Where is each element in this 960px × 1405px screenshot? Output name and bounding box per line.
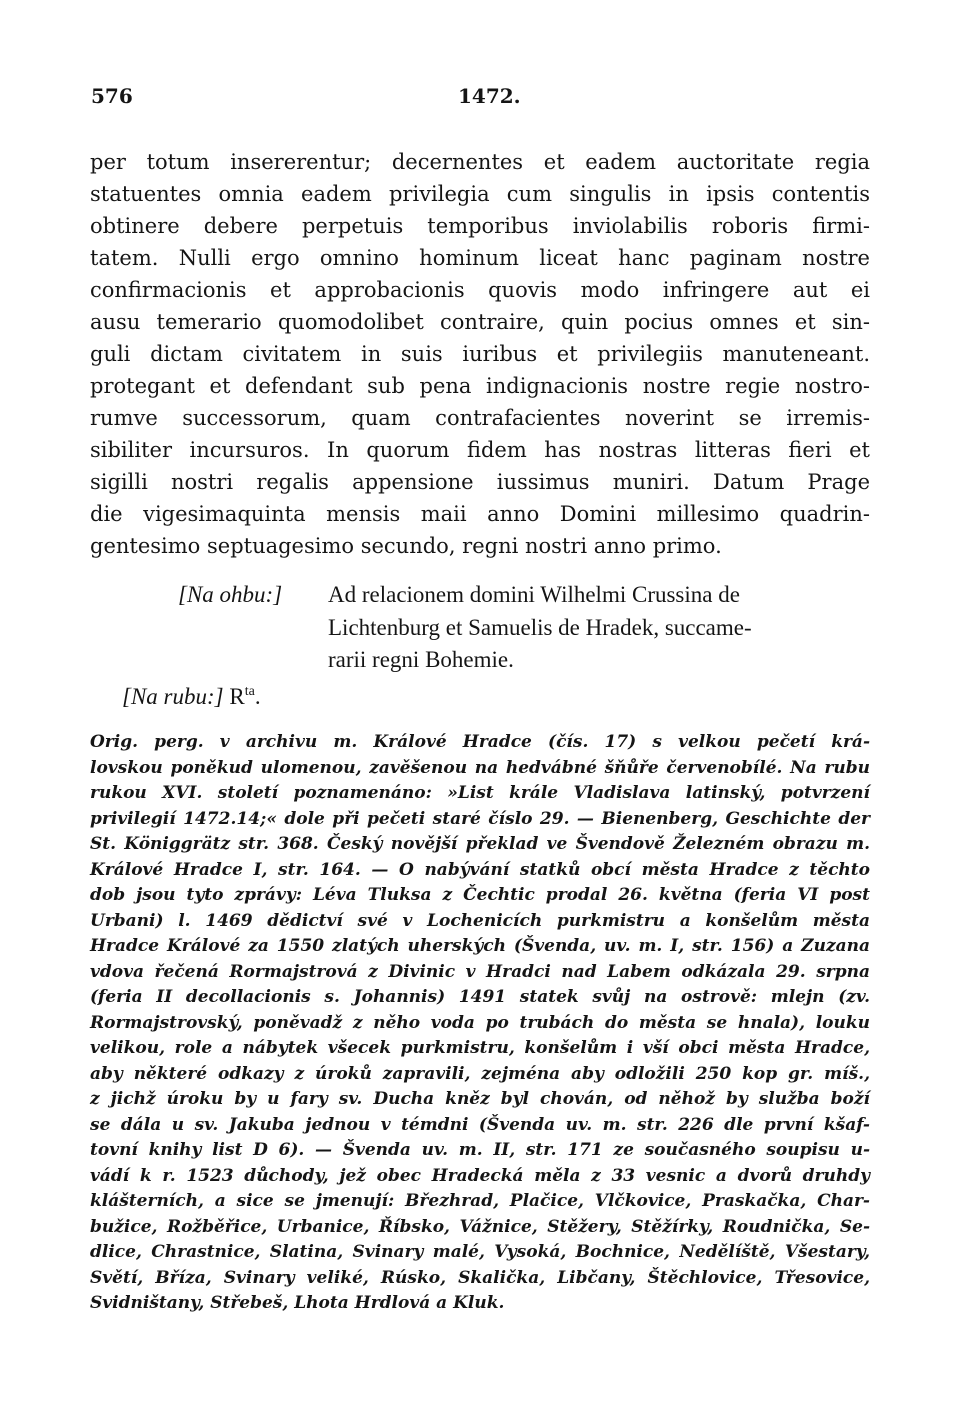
running-head-year: 1472.: [458, 84, 521, 108]
note-line: Králové Hradce I, str. 164. — O nabývání statků obcí města Hradce z těchto: [90, 859, 870, 880]
rubu-superscript: ta: [244, 684, 255, 699]
page-number: 576: [91, 84, 133, 108]
note-line: Rormajstrovský, poněvadž z něho voda po trubách do města se hnala), louku: [90, 1012, 870, 1033]
note-line: dlice, Chrastnice, Slatina, Svinary malé, Vysoká, Bochnice, Nedělíště, Všestary,: [90, 1242, 870, 1262]
note-line: bužice, Rožběřice, Urbanice, Říbsko, Vážnice, Stěžery, Stěžírky, Roudnička, Se-: [90, 1216, 870, 1237]
text-line: rumve successorum, quam contrafacientes noverint se irremis-: [90, 406, 870, 430]
note-line: z jichž úroku by u fary sv. Ducha kněz byl chován, od něhož by služba boží: [90, 1089, 870, 1109]
note-line: Urbani) l. 1469 dědictví své v Lochenicích purkmistru a konšelům města: [90, 910, 870, 931]
note-line: klášterních, a sice se jmenují: Březhrad, Plačice, Vlčkovice, Praskačka, Char-: [90, 1191, 870, 1211]
note-line: velikou, role a nábytek všecek purkmistru, konšelům i vší obci města Hradce,: [90, 1038, 870, 1058]
note-line: dob jsou tyto zprávy: Léva Tluksa z Čechtic prodal 26. května (feria VI post: [90, 885, 870, 905]
rubu-period: .: [254, 684, 261, 709]
rubu-line: [122, 676, 261, 713]
note-line: lovskou poněkud ulomenou, zavěšenou na hedvábné šňůře červenobílé. Na rubu: [90, 757, 870, 778]
note-line: St. Königgrätz str. 368. Český novější překlad ve Švendově Železném obrazu m.: [90, 834, 870, 854]
note-line: Svidništany, Střebeš, Lhota Hrdlová a Kluk.: [90, 1293, 505, 1313]
ohbu-line: rarii regni Bohemie.: [328, 647, 514, 672]
note-line: (feria II decollacionis s. Johannis) 1491 statek svůj na ostrově: mlejn (zv.: [90, 987, 870, 1007]
note-line: privilegií 1472.14;« dole při pečeti staré číslo 29. — Bienenberg, Geschichte der: [90, 808, 870, 829]
rubu-label: [Na rubu:]: [122, 684, 224, 709]
text-line: ausu temerario quomodolibet contraire, quin pocius omnes et sin-: [90, 310, 870, 334]
note-line: Hradce Králové za 1550 zlatých uherských (Švenda, uv. m. I, str. 156) a Zuzana: [90, 936, 870, 956]
text-line: statuentes omnia eadem privilegia cum singulis in ipsis contentis: [90, 182, 870, 206]
text-line: protegant et defendant sub pena indignacionis nostre regie nostro-: [90, 374, 870, 398]
note-line: Orig. perg. v archivu m. Králové Hradce (čís. 17) s velkou pečetí krá-: [90, 732, 870, 752]
ohbu-label: [Na ohbu:]: [178, 582, 283, 607]
text-line: obtinere debere perpetuis temporibus inviolabilis roboris firmi-: [90, 214, 870, 238]
text-line: die vigesimaquinta mensis maii anno Domini millesimo quadrin-: [90, 502, 870, 526]
note-line: se dála u sv. Jakuba jednou v témdni (Švenda uv. m. str. 226 dle první kšaf-: [90, 1114, 870, 1135]
note-line: tovní knihy list D 6). — Švenda uv. m. II, str. 171 ze současného soupisu u-: [90, 1140, 870, 1160]
note-line: Světí, Bříza, Svinary veliké, Rúsko, Skalička, Libčany, Štěchlovice, Třesovice,: [90, 1267, 870, 1288]
text-line: tatem. Nulli ergo omnino hominum liceat hanc paginam nostre: [90, 246, 870, 270]
note-line: vdova řečená Rormajstrová z Divinic v Hradci nad Labem odkázala 29. srpna: [90, 961, 870, 982]
text-line: guli dictam civitatem in suis iuribus et privilegiis manuteneant.: [90, 342, 870, 366]
note-line: aby některé odkazy z úroků zapravili, zejména aby odložili 250 kop gr. míš.,: [90, 1063, 870, 1084]
text-line: per totum insererentur; decernentes et eadem auctoritate regia: [90, 150, 870, 174]
text-line: sibiliter incursuros. In quorum fidem has nostras litteras fieri et: [90, 438, 870, 462]
text-line: confirmacionis et approbacionis quovis modo infringere aut ei: [90, 278, 870, 302]
note-line: rukou XVI. století poznamenáno: »List krále Vladislava latinský, potvrzení: [90, 783, 870, 803]
text-line: gentesimo septuagesimo secundo, regni nostri anno primo.: [90, 534, 722, 558]
rubu-mark: R: [229, 684, 245, 709]
text-line: sigilli nostri regalis appensione iussimus muniri. Datum Prage: [90, 470, 870, 494]
ohbu-line: Ad relacionem domini Wilhelmi Crussina de: [328, 582, 740, 607]
ohbu-line: Lichtenburg et Samuelis de Hradek, succame-: [328, 615, 752, 640]
note-line: vádí k r. 1523 důchody, jež obec Hradecká měla z 33 vesnic a dvorů druhdy: [90, 1165, 870, 1186]
